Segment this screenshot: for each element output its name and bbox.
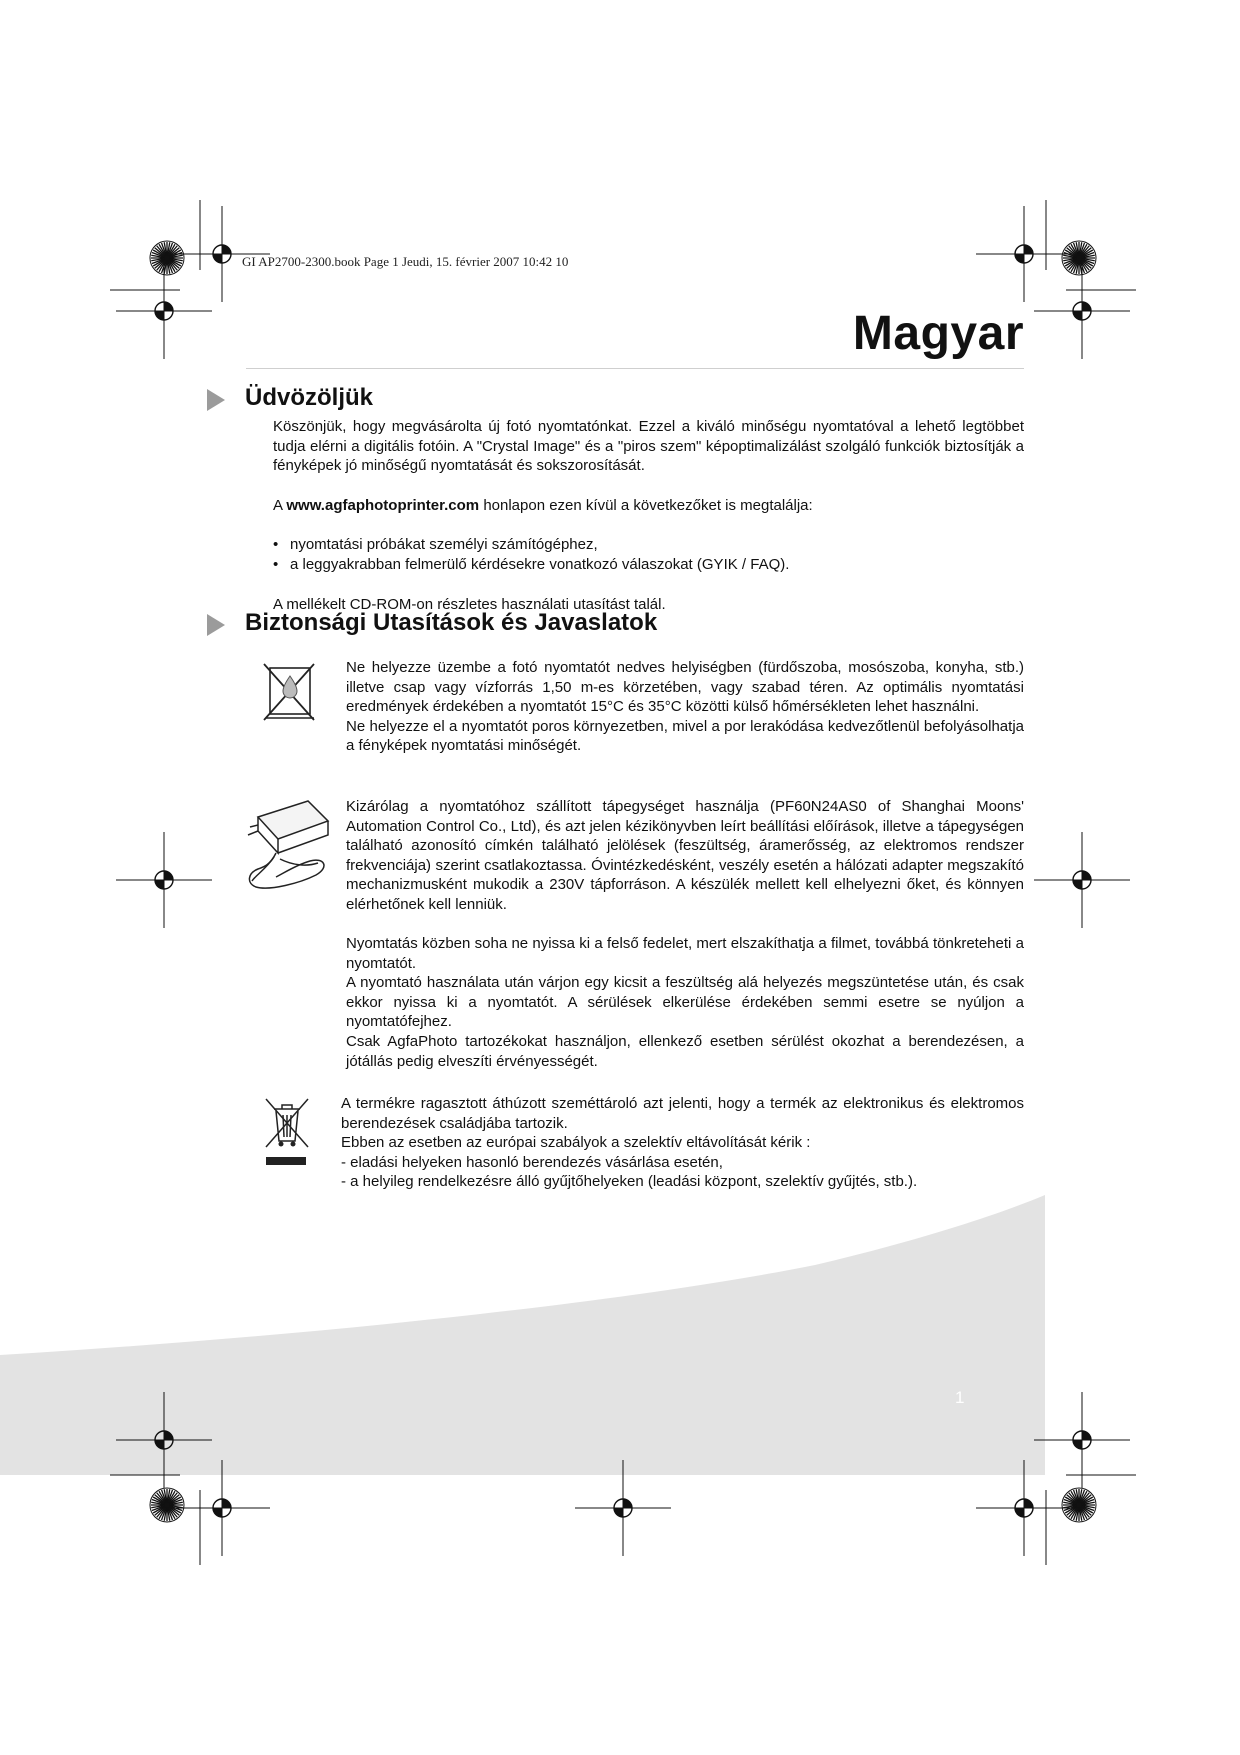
website-link[interactable]: www.agfaphotoprinter.com (286, 496, 480, 514)
safety-paragraph: A nyomtató használata után várjon egy kicsit a feszültség alá helyezés megszüntetése után, és csak ekkor nyissa ki a nyomtatót. A sérülések elkerülése érdekében semmi esetre se nyúljon a nyomtatófejhez. (346, 974, 1024, 1031)
registration-cross-mark (976, 1460, 1072, 1556)
power-adapter-icon (240, 795, 336, 893)
weee-intro: A termékre ragasztott áthúzott szeméttároló azt jelenti, hogy a termék az elektronikus és elektromos berendezések családjába tartozik. (341, 1095, 1024, 1132)
registration-star-mark (1062, 241, 1096, 275)
bullet-icon: • (273, 536, 279, 554)
no-moisture-icon (262, 662, 318, 724)
list-item (273, 535, 1024, 555)
bullet-icon: • (273, 555, 279, 573)
section-arrow-icon (207, 614, 225, 636)
registration-cross-mark (116, 263, 212, 359)
cdrom-note: A mellékelt CD-ROM-on részletes használati utasítást talál. (273, 595, 666, 613)
welcome-heading: Üdvözöljük (245, 384, 374, 411)
safety-paragraph: Ne helyezze el a nyomtatót poros környezetben, mivel a por lerakódása kedvezőtlenül befolyásolhatja a fényképek nyomtatási minőségét. (346, 717, 1024, 755)
print-header-line: GI AP2700-2300.book Page 1 Jeudi, 15. février 2007 10:42 10 (242, 254, 569, 269)
registration-star-mark (150, 241, 184, 275)
registration-cross-mark (116, 1392, 212, 1488)
registration-star-mark (150, 1488, 184, 1522)
safety-paragraph: Csak AgfaPhoto tartozékokat használjon, ellenkező esetben sérülést okozhat a berendezésen, a jótállás pedig elveszíti érvényességét. (346, 1032, 1024, 1070)
website-line (273, 496, 1024, 516)
weee-line: Ebben az esetben az európai szabályok a szelektív eltávolítását kérik : (341, 1134, 811, 1152)
list-item-text: nyomtatási próbákat személyi számítógéphez, (290, 536, 598, 554)
safety-block-power (346, 797, 1024, 915)
safety-paragraph: Nyomtatás közben soha ne nyissa ki a felső fedelet, mert elszakíthatja a filmet, továbbá tönkreteheti a nyomtatót. (346, 935, 1024, 972)
weee-block (341, 1094, 1024, 1192)
weee-bin-icon (262, 1097, 312, 1167)
list-item-text: a leggyakrabban felmerülő kérdésekre vonatkozó válaszokat (GYIK / FAQ). (290, 555, 790, 573)
welcome-section (273, 417, 1024, 614)
registration-cross-mark (1034, 263, 1130, 359)
section-arrow-icon (207, 389, 225, 411)
registration-cross-mark (1034, 832, 1130, 928)
safety-heading: Biztonsági Utasítások és Javaslatok (245, 609, 658, 636)
safety-paragraph: Kizárólag a nyomtatóhoz szállított tápegységet használja (PF60N24AS0 of Shanghai Moons' Automation Control Co., Ltd), és azt jelen kézikönyvben leírt beállítási előírások, illetve a tápegységen található azonosító címkén található jelölések (feszültség, áramerősség, az elektromos rendszer frekvenciája) szerint csatlakoztassa. Óvintézkedésként, veszély esetén a hálózati adapter megszakító mechanizmusként mukodik a 230V tápforráson. A készülék mellett kell elhelyezni őket, és könnyen elérhetőnek kell lenniük. (346, 798, 1024, 913)
safety-paragraph: Ne helyezze üzembe a fotó nyomtatót nedves helyiségben (fürdőszoba, mosószoba, konyha, stb.) illetve csap vagy vízforrás 1,50 m-es körzetében, vagy szabad téren. Az optimális nyomtatási eredmények érdekében a nyomtatót 15°C és 35°C közötti külső hőmérsékleten lehet használni. (346, 659, 1024, 716)
feature-list (273, 535, 1024, 574)
website-suffix: honlapon ezen kívül a következőket is megtalálja: (479, 496, 813, 514)
list-item (273, 555, 1024, 575)
safety-block-moisture (346, 658, 1024, 756)
page-number: 1 (955, 1388, 965, 1407)
website-prefix: A (273, 496, 287, 514)
weee-line: - eladási helyeken hasonló berendezés vásárlása esetén, (341, 1153, 723, 1171)
registration-cross-mark (116, 832, 212, 928)
welcome-intro: Köszönjük, hogy megvásárolta új fotó nyomtatónkat. Ezzel a kiváló minőségu nyomtatóval a lehető legtöbbet tudja elérni a digitális fotóin. A "Crystal Image" és a "piros szem" képoptimalizálást szolgáló funkciók biztosítják a fényképek jó minőségű nyomtatását és sokszorosítását. (273, 418, 1024, 475)
registration-star-mark (1062, 1488, 1096, 1522)
registration-cross-mark (174, 1460, 270, 1556)
weee-line: - a helyileg rendelkezésre álló gyűjtőhelyeken (leadási központ, szelektív gyűjtés, stb.). (341, 1173, 918, 1191)
registration-cross-mark (575, 1460, 671, 1556)
registration-cross-mark (1034, 1392, 1130, 1488)
safety-block-operation (346, 934, 1024, 1071)
registration-cross-mark (976, 206, 1072, 302)
title-divider (246, 368, 1024, 369)
language-title: Magyar (852, 307, 1024, 360)
